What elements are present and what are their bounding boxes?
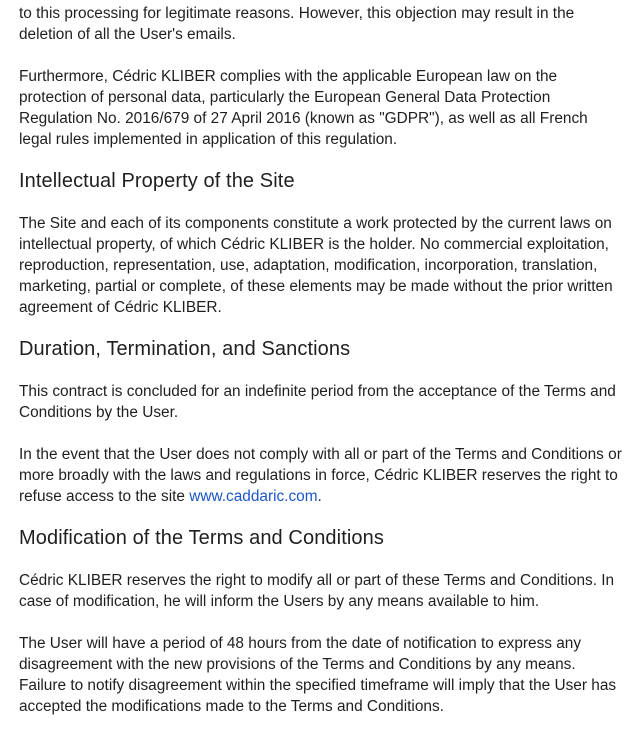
paragraph-intellectual-property: The Site and each of its components constitute a work protected by the current laws on intellectual property, of which Cédric KLIBER is the holder. No commercial exploitation, reproduction, representation, use, adaptation, modification, incorporation, translation, marketing, partial or complete, of these elements may be made without the prior written agreement of Cédric KLIBER.: [19, 215, 613, 316]
paragraph-disagreement-period: The User will have a period of 48 hours from the date of notification to express any disagreement with the new provisions of the Terms and Conditions by any means. Failure to notify disagreement within the specified timeframe will imply that the User has accepted the modifications made to the Terms and Conditions.: [19, 635, 617, 715]
paragraph-noncompliance: [19, 444, 623, 507]
heading-modification-terms: Modification of the Terms and Conditions: [19, 527, 384, 549]
paragraph-modification-right: Cédric KLIBER reserves the right to modify all or part of these Terms and Conditions. In case of modification, he will inform the Users by any means available to him.: [19, 572, 615, 610]
noncompliance-text-end: .: [317, 488, 322, 505]
paragraph-data-processing-objection: to this processing for legitimate reasons. However, this objection may result in the deletion of all the User's emails.: [19, 5, 575, 43]
heading-duration-termination: Duration, Termination, and Sanctions: [19, 338, 351, 360]
noncompliance-text: In the event that the User does not comply with all or part of the Terms and Conditions or more broadly with the laws and regulations in force, Cédric KLIBER reserves the right to refuse access to the site: [19, 446, 622, 505]
paragraph-contract-duration: This contract is concluded for an indefinite period from the acceptance of the Terms and Conditions by the User.: [19, 383, 616, 421]
terms-document: [19, 3, 623, 717]
paragraph-gdpr-compliance: Furthermore, Cédric KLIBER complies with the applicable European law on the protection of personal data, particularly the European General Data Protection Regulation No. 2016/679 of 27 April 2016 (known as "GDPR"), as well as all French legal rules implemented in application of this regulation.: [19, 68, 588, 148]
heading-intellectual-property: Intellectual Property of the Site: [19, 170, 295, 192]
site-link[interactable]: www.caddaric.com: [189, 488, 318, 505]
